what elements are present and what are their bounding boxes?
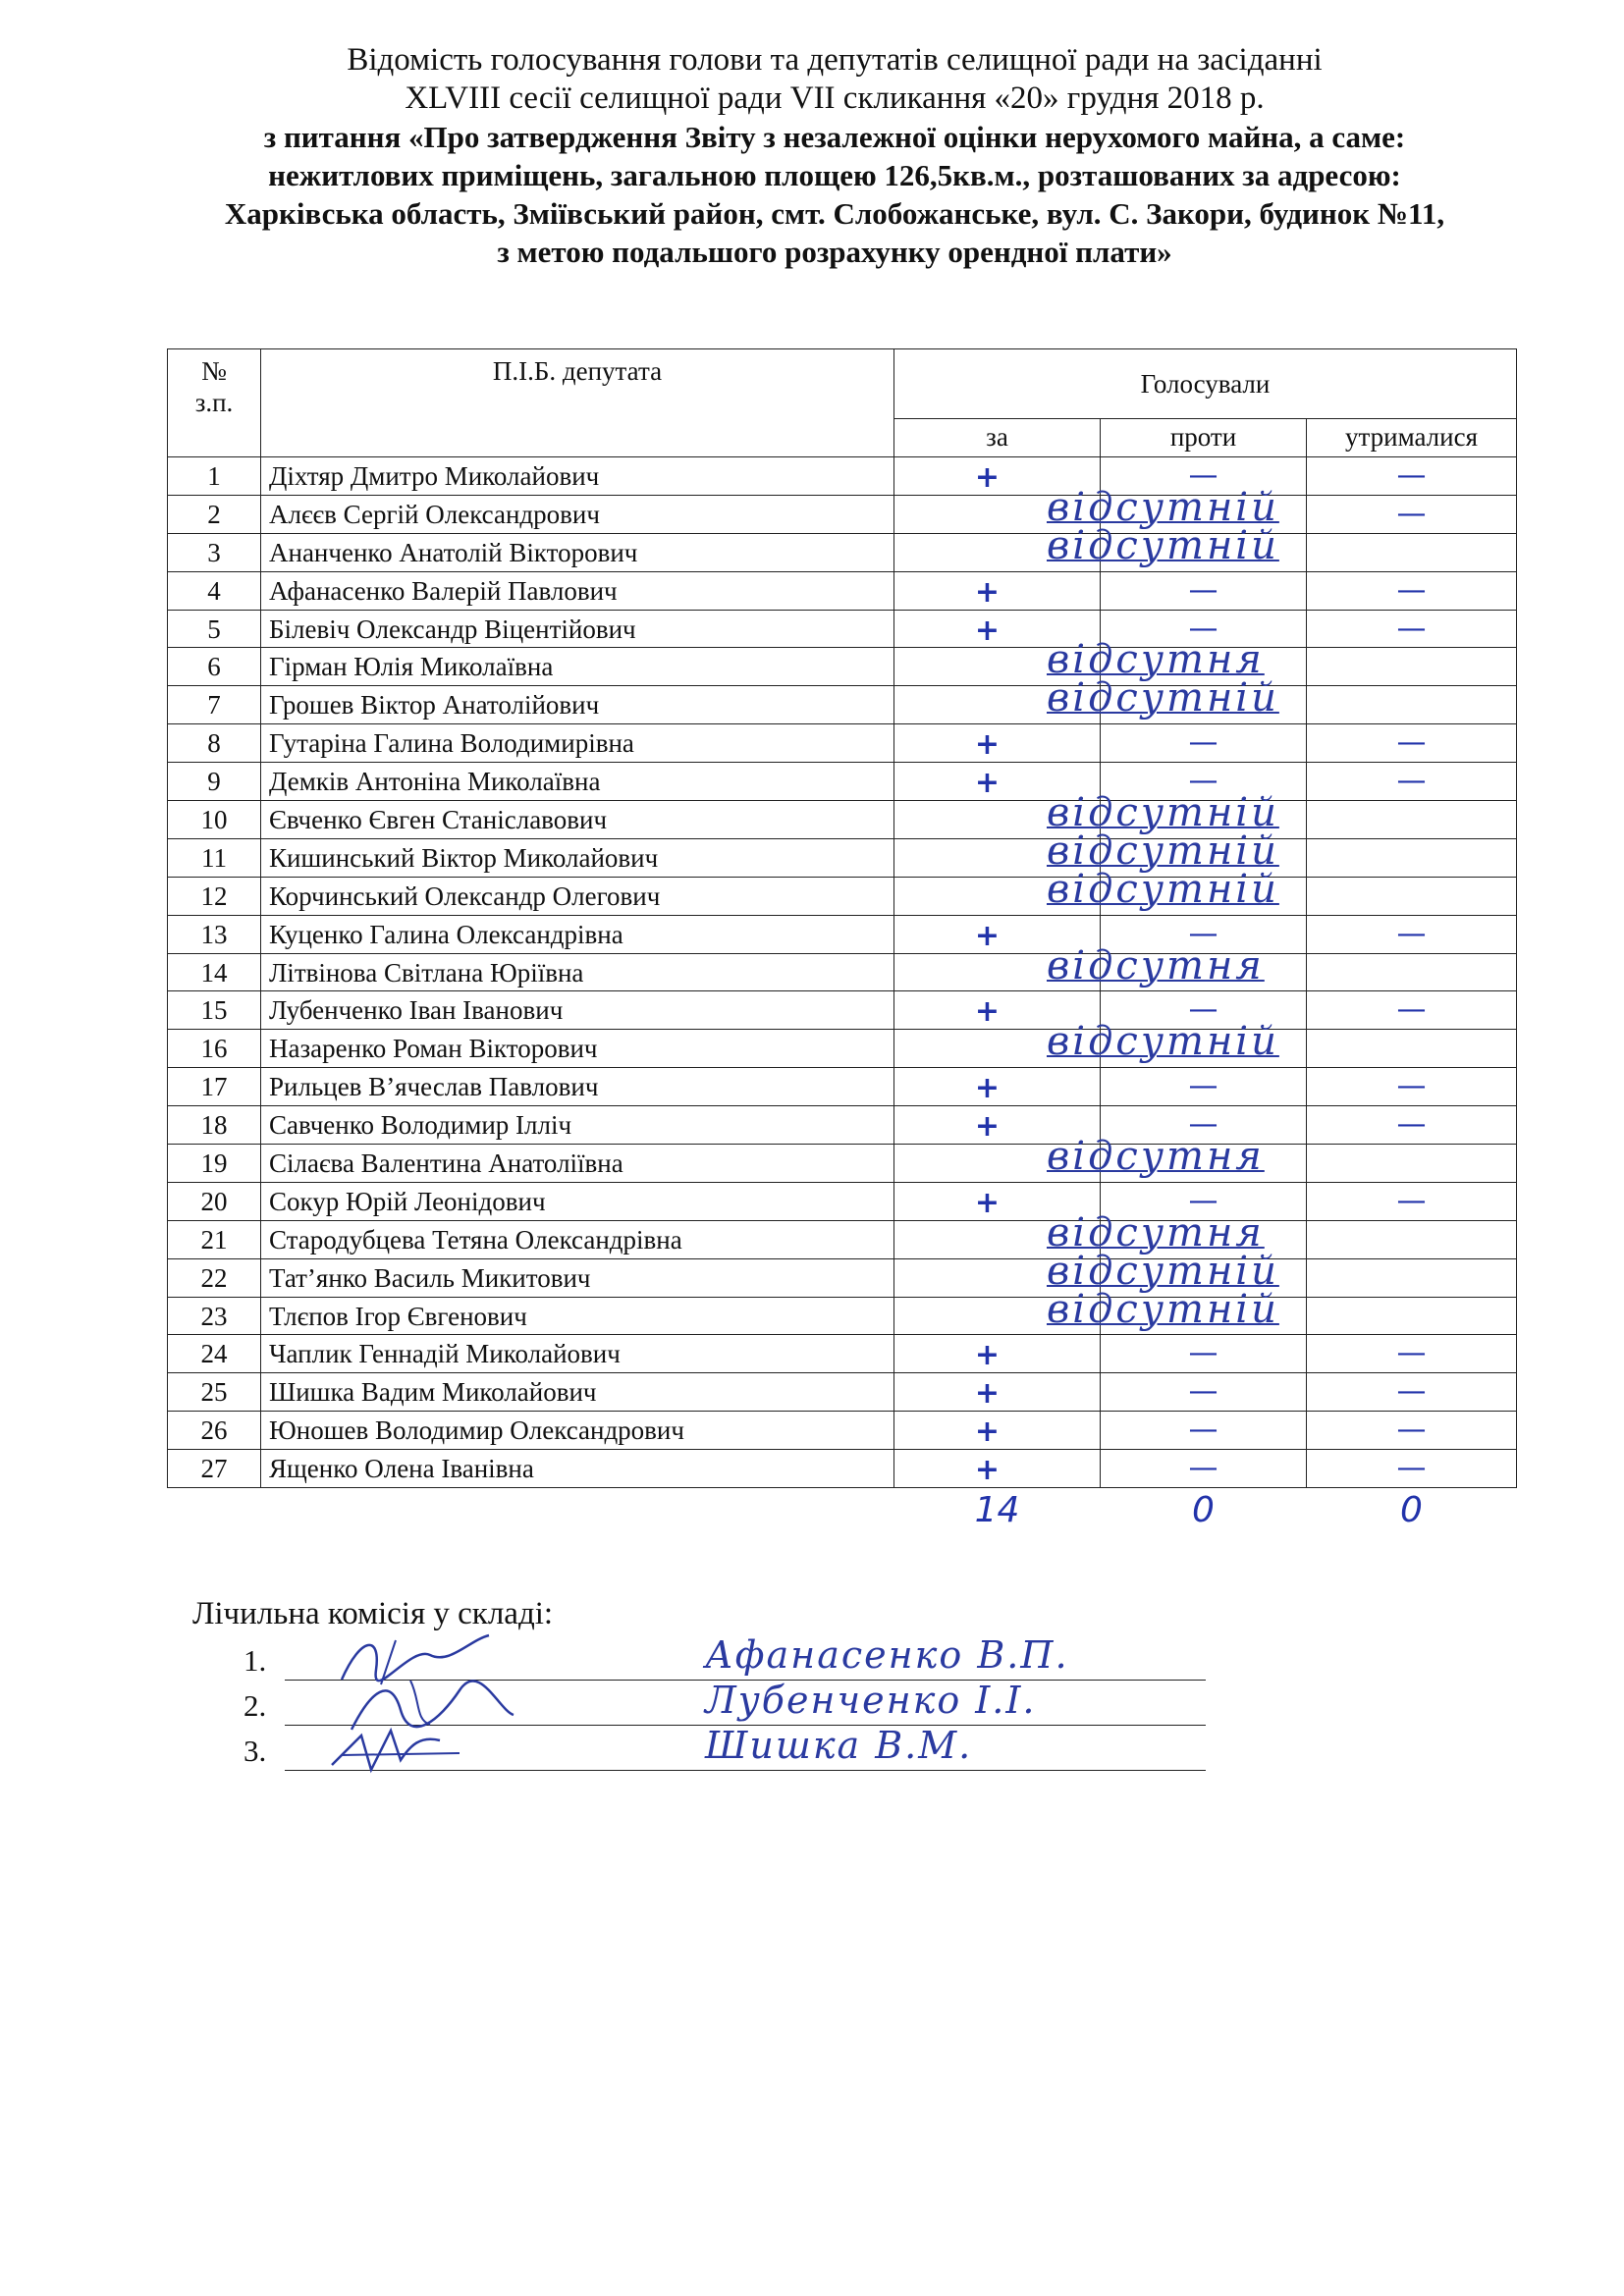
deputy-name: Шишка Вадим Миколайович [261,1373,894,1412]
title-line-4: нежитлових приміщень, загальною площею 126,5кв.м., розташованих за адресою: [268,158,1401,192]
vote-for-mark: + [974,994,1001,1030]
absent-mark: відсутній [1047,866,1279,912]
row-number: 3 [168,533,261,571]
totals-spacer [168,1488,261,1534]
absent-mark: відсутній [1047,1019,1279,1065]
total-for: 14 [974,1490,1020,1531]
member-name: Афанасенко В.П. [705,1633,1069,1677]
total-abstained: 0 [1400,1490,1423,1531]
table-row [168,1297,1517,1335]
vote-against-cell: — [1101,1412,1307,1450]
row-number: 6 [168,648,261,686]
vote-against-cell: — [1101,915,1307,953]
vote-against-cell [1101,953,1307,991]
vote-for-cell [894,1068,1101,1106]
absent-mark: відсутній [1047,484,1279,530]
row-number: 10 [168,801,261,839]
deputy-name: Гутаріна Галина Володимирівна [261,724,894,763]
table-row [168,1412,1517,1450]
table-row [168,1335,1517,1373]
table-row [168,1030,1517,1068]
vote-against-cell: — [1101,1450,1307,1488]
vote-abstained-cell [1307,1258,1517,1297]
commission-members [244,1633,1206,1775]
header-number-symbol: № [201,356,227,386]
deputy-name: Діхтяр Дмитро Миколайович [261,457,894,496]
row-number: 21 [168,1220,261,1258]
vote-for-mark: + [974,1109,1001,1145]
row-number: 8 [168,724,261,763]
row-number: 12 [168,877,261,915]
vote-abstained-cell: — [1307,991,1517,1030]
vote-abstained-cell [1307,1145,1517,1183]
row-number: 13 [168,915,261,953]
vote-for-mark: + [974,1071,1001,1106]
table-row [168,991,1517,1030]
header-name: П.І.Б. депутата [261,349,894,457]
table-row [168,610,1517,648]
deputy-name: Літвінова Світлана Юріївна [261,953,894,991]
table-row [168,724,1517,763]
vote-against-cell: — [1101,1373,1307,1412]
title-line-1: Відомість голосування голови та депутатів селищної ради на засіданні [347,42,1323,78]
table-row [168,838,1517,877]
row-number: 11 [168,838,261,877]
row-number: 9 [168,763,261,801]
vote-for-mark: + [974,613,1001,648]
voting-table [167,348,1517,1533]
commission-label: Лічильна комісія у складі: [192,1596,554,1631]
header-abstained: утрималися [1307,419,1517,457]
vote-for-mark: + [974,1415,1001,1450]
row-number: 19 [168,1145,261,1183]
row-number: 24 [168,1335,261,1373]
deputy-name: Сокур Юрій Леонідович [261,1182,894,1220]
vote-against-cell [1101,686,1307,724]
member-name: Шишка В.М. [705,1724,973,1767]
title-line-3: з питання «Про затвердження Звіту з незалежної оцінки нерухомого майна, а саме: [263,120,1406,154]
table-row [168,763,1517,801]
table-row [168,1450,1517,1488]
vote-abstained-cell: — [1307,495,1517,533]
row-number: 4 [168,571,261,610]
vote-against-cell: — [1101,991,1307,1030]
table-row [168,571,1517,610]
vote-against-cell: — [1101,610,1307,648]
table-row [168,1145,1517,1183]
deputy-name: Євченко Євген Станіславович [261,801,894,839]
header-number [168,349,261,457]
member-index: 2. [244,1688,267,1723]
vote-for-mark: + [974,574,1001,610]
row-number: 16 [168,1030,261,1068]
vote-for-cell [894,1019,1279,1068]
deputy-name: Алєєв Сергій Олександрович [261,495,894,533]
vote-against-cell: — [1101,571,1307,610]
vote-abstained-cell: — [1307,1068,1517,1106]
deputy-name: Юношев Володимир Олександрович [261,1412,894,1450]
header-against: проти [1101,419,1307,457]
table-row [168,801,1517,839]
vote-for-cell [894,675,1279,724]
vote-against-cell: — [1101,1182,1307,1220]
table-row [168,1182,1517,1220]
absent-mark: відсутній [1047,522,1279,568]
title-line-2: XLVIII сесії селищної ради VII скликання «20» грудня 2018 р. [405,80,1265,116]
vote-for-cell [894,1412,1101,1450]
row-number: 27 [168,1450,261,1488]
row-number: 23 [168,1297,261,1335]
vote-abstained-cell: — [1307,1373,1517,1412]
signature-3 [322,1716,518,1785]
deputy-name: Білевіч Олександр Віцентійович [261,610,894,648]
vote-abstained-cell [1307,801,1517,839]
deputy-name: Ананченко Анатолій Вікторович [261,533,894,571]
deputy-name: Куценко Галина Олександрівна [261,915,894,953]
vote-for-cell [894,866,1279,915]
deputy-name: Демків Антоніна Миколаївна [261,763,894,801]
table-row [168,915,1517,953]
vote-for-mark: + [974,727,1001,763]
row-number: 22 [168,1258,261,1297]
table-row [168,1373,1517,1412]
row-number: 2 [168,495,261,533]
deputy-name: Кишинський Віктор Миколайович [261,838,894,877]
table-row [168,1068,1517,1106]
vote-for-cell [894,942,1265,991]
vote-abstained-cell [1307,1220,1517,1258]
vote-for-cell [894,1335,1101,1373]
deputy-name: Гірман Юлія Миколаївна [261,648,894,686]
document-title [157,41,1512,271]
absent-mark: відсутній [1047,1286,1279,1332]
deputy-name: Тат’янко Василь Микитович [261,1258,894,1297]
row-number: 14 [168,953,261,991]
absent-mark: відсутній [1047,828,1279,874]
absent-mark: відсутня [1047,942,1265,988]
row-number: 20 [168,1182,261,1220]
vote-against-cell: — [1101,1068,1307,1106]
vote-for-mark: + [974,1453,1001,1488]
vote-abstained-cell [1307,1297,1517,1335]
vote-abstained-cell [1307,953,1517,991]
member-index: 1. [244,1643,267,1678]
vote-for-mark: + [974,1338,1001,1373]
vote-against-cell [1101,1145,1307,1183]
vote-abstained-cell: — [1307,457,1517,496]
vote-for-cell [894,1373,1101,1412]
vote-for-cell [894,571,1101,610]
table-row [168,686,1517,724]
table-row [168,953,1517,991]
vote-against-cell: — [1101,1106,1307,1145]
absent-mark: відсутня [1047,637,1265,683]
row-number: 17 [168,1068,261,1106]
row-number: 26 [168,1412,261,1450]
deputy-name: Афанасенко Валерій Павлович [261,571,894,610]
deputy-name: Сілаєва Валентина Анатоліївна [261,1145,894,1183]
vote-for-cell [894,1286,1279,1335]
absent-mark: відсутній [1047,1248,1279,1294]
vote-against-cell [1101,1297,1307,1335]
deputy-name: Корчинський Олександр Олегович [261,877,894,915]
row-number: 5 [168,610,261,648]
vote-abstained-cell [1307,533,1517,571]
vote-abstained-cell: — [1307,763,1517,801]
absent-mark: відсутній [1047,790,1279,836]
totals-spacer-2 [261,1488,894,1534]
row-number: 25 [168,1373,261,1412]
deputy-name: Савченко Володимир Ілліч [261,1106,894,1145]
table-row [168,1258,1517,1297]
deputy-name: Рильцев В’ячеслав Павлович [261,1068,894,1106]
vote-abstained-cell [1307,686,1517,724]
table-row [168,1106,1517,1145]
title-line-5: Харківська область, Зміївський район, смт. Слобожанське, вул. С. Закори, будинок №11, [224,196,1445,231]
vote-for-mark: + [974,766,1001,801]
vote-for-mark: + [974,459,1001,495]
vote-against-cell: — [1101,763,1307,801]
member-index: 3. [244,1734,267,1768]
vote-for-cell [894,1134,1265,1183]
absent-mark: відсутній [1047,675,1279,721]
total-against: 0 [1192,1490,1215,1531]
vote-for-mark: + [974,918,1001,953]
deputy-name: Тлєпов Ігор Євгенович [261,1297,894,1335]
vote-abstained-cell: — [1307,610,1517,648]
row-number: 1 [168,457,261,496]
table-row [168,495,1517,533]
deputy-name: Лубенченко Іван Іванович [261,991,894,1030]
table-row [168,457,1517,496]
header-voted: Голосували [894,349,1517,419]
vote-abstained-cell: — [1307,915,1517,953]
header-for: за [894,419,1101,457]
vote-for-mark: + [974,1376,1001,1412]
table-row [168,648,1517,686]
table-row [168,1220,1517,1258]
row-number: 7 [168,686,261,724]
vote-abstained-cell [1307,648,1517,686]
vote-against-cell [1101,877,1307,915]
vote-abstained-cell [1307,838,1517,877]
vote-for-cell [894,724,1101,763]
deputy-name: Стародубцева Тетяна Олександрівна [261,1220,894,1258]
deputy-name: Грошев Віктор Анатолійович [261,686,894,724]
table-row [168,877,1517,915]
vote-abstained-cell: — [1307,1412,1517,1450]
deputy-name: Ященко Олена Іванівна [261,1450,894,1488]
member-name: Лубенченко І.І. [705,1679,1037,1722]
vote-for-cell [894,522,1279,571]
vote-against-cell: — [1101,724,1307,763]
table-row [168,533,1517,571]
header-number-abbr: з.п. [194,388,234,417]
title-line-6: з метою подальшого розрахунку орендної плати» [497,235,1172,269]
absent-mark: відсутня [1047,1209,1265,1255]
commission-member [244,1724,1206,1775]
vote-abstained-cell: — [1307,1335,1517,1373]
vote-for-cell [894,1450,1101,1488]
vote-against-cell [1101,1030,1307,1068]
row-number: 15 [168,991,261,1030]
totals-row [168,1488,1517,1534]
row-number: 18 [168,1106,261,1145]
deputy-name: Назаренко Роман Вікторович [261,1030,894,1068]
vote-against-cell: — [1101,1335,1307,1373]
vote-abstained-cell [1307,877,1517,915]
vote-abstained-cell: — [1307,571,1517,610]
vote-against-cell [1101,533,1307,571]
vote-for-mark: + [974,1185,1001,1220]
vote-abstained-cell [1307,1030,1517,1068]
vote-abstained-cell: — [1307,1450,1517,1488]
vote-abstained-cell: — [1307,1106,1517,1145]
absent-mark: відсутня [1047,1134,1265,1180]
deputy-name: Чаплик Геннадій Миколайович [261,1335,894,1373]
vote-abstained-cell: — [1307,1182,1517,1220]
vote-abstained-cell: — [1307,724,1517,763]
vote-against-cell: — [1101,457,1307,496]
